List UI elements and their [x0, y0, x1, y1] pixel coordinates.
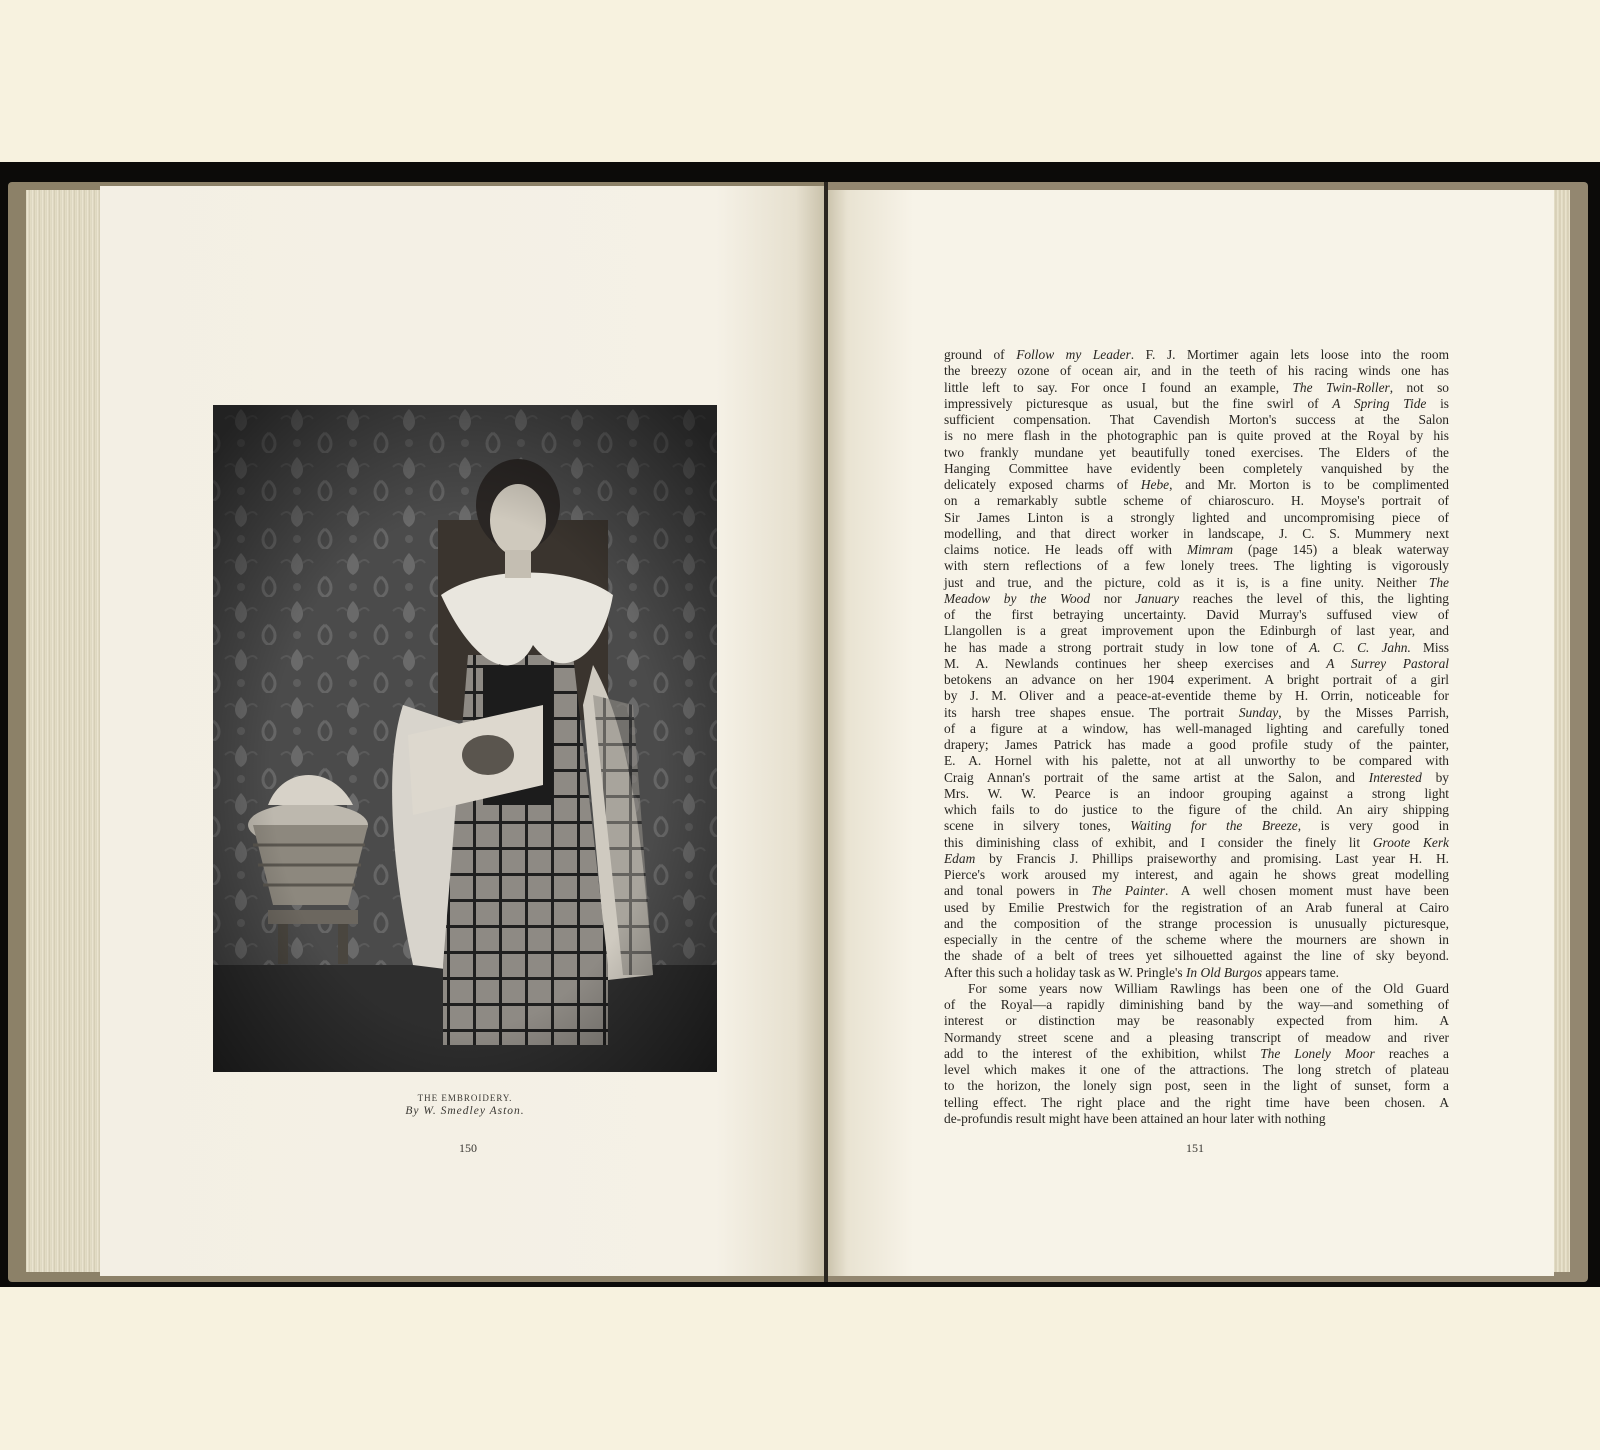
text-run: especially in the centre of the scheme where the mourners are shown in	[944, 932, 1449, 947]
text-line	[944, 493, 1449, 509]
text-run: used by Emilie Prestwich for the registration of an Arab funeral at Cairo	[944, 899, 1449, 915]
italic-title: The Lonely Moor	[1260, 1045, 1375, 1061]
text-line	[944, 542, 1449, 558]
text-line	[944, 900, 1449, 916]
text-line	[944, 363, 1449, 379]
text-run: Mrs. W. W. Pearce is an indoor grouping against a strong light	[944, 785, 1449, 801]
article-text-column	[944, 347, 1449, 1127]
text-run: which fails to do justice to the figure of the child. An airy shipping	[944, 802, 1449, 817]
text-run: nor	[1090, 590, 1136, 606]
text-line	[944, 347, 1449, 363]
italic-title: The Twin-Roller	[1292, 379, 1390, 395]
text-line	[944, 526, 1449, 542]
italic-title: A Spring Tide	[1332, 395, 1427, 411]
text-line	[944, 932, 1449, 948]
text-line	[944, 510, 1449, 526]
text-line	[944, 396, 1449, 412]
text-run: the shade of a belt of trees yet silhouetted against the line of sky beyond.	[944, 948, 1449, 964]
page-edges-left	[26, 190, 106, 1272]
text-run: ground of	[944, 347, 1017, 362]
text-line	[944, 1078, 1449, 1094]
text-run: is	[1426, 395, 1450, 411]
text-line	[944, 705, 1449, 721]
italic-title: Sunday	[1238, 704, 1279, 720]
italic-title: A Surrey Pastoral	[1326, 655, 1449, 671]
text-run: M. A. Newlands continues her sheep exercises and	[944, 655, 1327, 671]
text-run: is no mere flash in the photographic pan is quite proved at the Royal by his	[944, 428, 1449, 444]
text-line	[944, 591, 1449, 607]
text-line	[944, 1095, 1449, 1111]
italic-title: January	[1135, 590, 1180, 606]
text-run: sufficient compensation. That Cavendish Morton's success at the Salon	[944, 412, 1449, 427]
text-line	[944, 851, 1449, 867]
text-run: , not so	[1389, 379, 1450, 395]
text-run: Sir James Linton is a strongly lighted and uncompromising piece of	[944, 509, 1449, 525]
text-line	[944, 1046, 1449, 1062]
text-run: with stern reflections of a few lonely trees. The lighting is vigorously	[944, 558, 1449, 574]
text-line	[944, 558, 1449, 574]
text-run: . A well chosen moment must have been	[1164, 883, 1449, 899]
text-line	[944, 770, 1449, 786]
italic-title: Interested	[1368, 769, 1422, 785]
text-run: of the first betraying uncertainty. David Murray's suffused view of	[944, 607, 1449, 622]
text-run: this diminishing class of exhibit, and I consider the finely lit	[944, 834, 1373, 850]
text-run: , and Mr. Morton is to be complimented	[1169, 477, 1450, 492]
text-run: , by the Misses Parrish,	[1278, 704, 1449, 720]
text-line	[944, 753, 1449, 769]
text-line	[944, 786, 1449, 802]
photograph-illustration	[213, 405, 717, 1072]
text-line	[944, 1030, 1449, 1046]
text-run: claims notice. He leads off with	[944, 542, 1187, 557]
page-number-left: 150	[459, 1141, 477, 1155]
portrait-photograph	[213, 405, 717, 1072]
text-run: impressively picturesque as usual, but the fine swirl of	[944, 395, 1333, 411]
text-run: just and true, and the picture, cold as it is, is a fine unity. Neither	[944, 574, 1429, 590]
text-line	[944, 835, 1449, 851]
text-line	[944, 656, 1449, 672]
text-run: by	[1421, 769, 1449, 785]
text-line	[944, 818, 1449, 834]
text-run: and tonal powers in	[944, 883, 1092, 899]
text-run: (page 145) a bleak waterway	[1233, 542, 1449, 557]
text-run: betokens an advance on her 1904 experiment. A bright portrait of a girl	[944, 672, 1449, 687]
photo-caption-credit: By W. Smedley Aston.	[405, 1105, 525, 1117]
italic-title: The	[1428, 574, 1449, 590]
text-run: de-profundis result might have been attained an hour later with nothing	[944, 1110, 1326, 1126]
italic-title: Hebe	[1140, 477, 1170, 492]
text-run: of the Royal—a rapidly diminishing band by the way—and something of	[944, 997, 1449, 1012]
text-run: reaches the level of this, the lighting	[1179, 590, 1449, 606]
text-run: Pierce's work aroused my interest, and again he shows great modelling	[944, 867, 1449, 882]
italic-title: Meadow by the Wood	[944, 590, 1091, 606]
text-run: delicately exposed charms of	[944, 477, 1141, 492]
text-line	[944, 688, 1449, 704]
text-line	[944, 445, 1449, 461]
text-line	[944, 1111, 1449, 1127]
text-line	[944, 672, 1449, 688]
italic-title: In Old Burgos	[1185, 964, 1263, 980]
italic-title: Follow my Leader	[1016, 347, 1131, 362]
text-line	[944, 575, 1449, 591]
italic-title: Edam	[944, 850, 976, 866]
text-run: he has made a strong portrait study in low tone of	[944, 639, 1310, 655]
text-run: modelling, and that direct worker in landscape, J. C. S. Mummery next	[944, 525, 1449, 541]
text-run: interest or distinction may be reasonably expected from him. A	[944, 1013, 1449, 1029]
page-number-right: 151	[1186, 1141, 1204, 1155]
text-line	[944, 737, 1449, 753]
text-run: level which makes it one of the attractions. The long stretch of plateau	[944, 1062, 1449, 1077]
italic-title: Mimram	[1186, 542, 1234, 557]
italic-title: Waiting for the Breeze	[1130, 818, 1298, 834]
text-run: its harsh tree shapes ensue. The portrait	[944, 704, 1239, 720]
text-run: Normandy street scene and a pleasing transcript of meadow and river	[944, 1029, 1449, 1045]
text-run: by J. M. Oliver and a peace-at-eventide theme by H. Orrin, noticeable for	[944, 688, 1449, 704]
text-run: . F. J. Mortimer again lets loose into the room	[1130, 347, 1449, 362]
italic-title: A. C. C. Jahn.	[1309, 639, 1411, 655]
text-line	[944, 997, 1449, 1013]
text-line	[944, 1062, 1449, 1078]
text-run: , is very good in	[1297, 818, 1449, 834]
text-run: the breezy ozone of ocean air, and in the teeth of his racing winds one has	[944, 363, 1449, 379]
text-line	[944, 428, 1449, 444]
text-run: to the horizon, the lonely sign post, seen in the light of sunset, form a	[944, 1078, 1449, 1094]
text-line	[944, 916, 1449, 932]
text-line	[944, 1013, 1449, 1029]
text-run: telling effect. The right place and the right time have been chosen. A	[944, 1094, 1449, 1110]
text-run: of a figure at a window, has well-managed lighting and carefully toned	[944, 720, 1449, 736]
text-line	[944, 461, 1449, 477]
book-gutter	[824, 182, 828, 1282]
text-run: drapery; James Patrick has made a good profile study of the painter,	[944, 737, 1449, 752]
text-run: Miss	[1410, 639, 1449, 655]
italic-title: Groote Kerk	[1372, 834, 1449, 850]
text-run: For some years now William Rawlings has been one of the Old Guard	[968, 980, 1449, 996]
text-run: by Francis J. Phillips praiseworthy and promising. Last year H. H.	[975, 850, 1449, 866]
text-run: Llangollen is a great improvement upon the Edinburgh of last year, and	[944, 623, 1449, 639]
text-line	[944, 412, 1449, 428]
text-run: E. A. Hornel with his palette, not at all unworthy to be compared with	[944, 753, 1449, 769]
text-line	[944, 965, 1449, 981]
photo-caption-title: THE EMBROIDERY.	[417, 1093, 513, 1103]
text-run: reaches a	[1374, 1045, 1449, 1061]
text-line	[944, 883, 1449, 899]
text-run: Hanging Committee have evidently been completely vanquished by the	[944, 460, 1449, 476]
italic-title: The Painter	[1091, 883, 1165, 899]
text-run: on a remarkably subtle scheme of chiaroscuro. H. Moyse's portrait of	[944, 493, 1449, 509]
text-line	[944, 867, 1449, 883]
text-line	[944, 640, 1449, 656]
text-line	[944, 948, 1449, 964]
text-run: scene in silvery tones,	[944, 818, 1131, 834]
text-run: After this such a holiday task as W. Pringle's	[944, 964, 1186, 980]
text-run: two frankly mundane yet beautifully toned exercises. The Elders of the	[944, 444, 1449, 460]
text-run: add to the interest of the exhibition, whilst	[944, 1045, 1261, 1061]
text-run: little left to say. For once I found an example,	[944, 379, 1293, 395]
text-line	[944, 802, 1449, 818]
text-line	[944, 981, 1449, 997]
text-line	[944, 721, 1449, 737]
text-run: and the composition of the strange procession is unusually picturesque,	[944, 915, 1449, 931]
text-line	[944, 623, 1449, 639]
text-line	[944, 380, 1449, 396]
text-line	[944, 607, 1449, 623]
text-line	[944, 477, 1449, 493]
text-run: appears tame.	[1262, 964, 1340, 980]
text-run: Craig Annan's portrait of the same artist at the Salon, and	[944, 769, 1369, 785]
